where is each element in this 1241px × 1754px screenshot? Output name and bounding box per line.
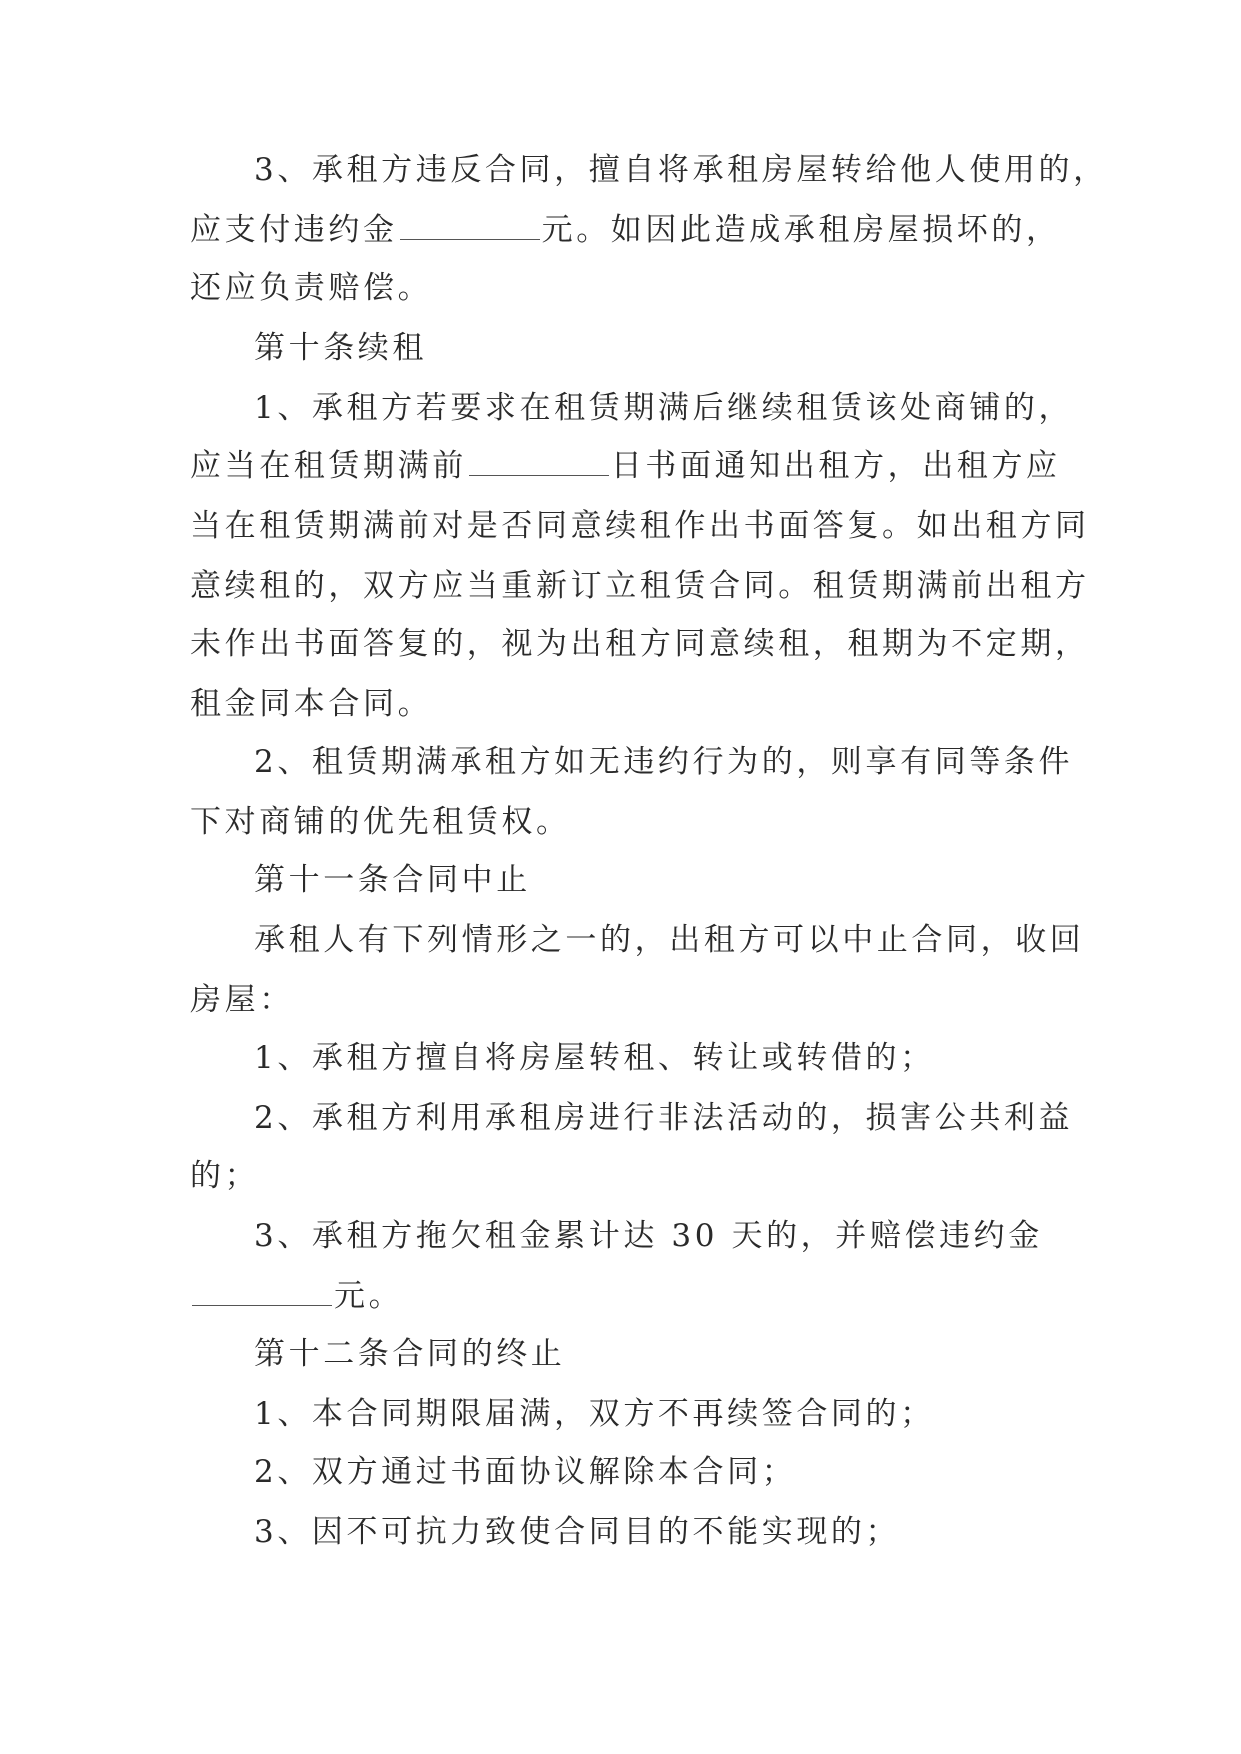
paragraph-line: 租金同本合同。 (190, 686, 433, 722)
section-heading: 第十条续租 (254, 330, 427, 366)
paragraph-line: 当在租赁期满前对是否同意续租作出书面答复。如出租方同 (190, 508, 1090, 544)
paragraph-line: 1、承租方若要求在租赁期满后继续租赁该处商铺的， (254, 390, 1074, 426)
paragraph-line: 1、承租方擅自将房屋转租、转让或转借的； (254, 1040, 935, 1076)
paragraph-line: 意续租的，双方应当重新订立租赁合同。租赁期满前出租方 (190, 568, 1090, 604)
line-text: 日书面通知出租方，出租方应 (610, 448, 1061, 484)
section-heading: 第十一条合同中止 (254, 862, 531, 898)
paragraph-line: 承租人有下列情形之一的，出租方可以中止合同，收回 (254, 922, 1085, 958)
section-heading: 第十二条合同的终止 (254, 1336, 566, 1372)
line-text: 应当在租赁期满前 (190, 448, 467, 484)
paragraph-line: 未作出书面答复的，视为出租方同意续租，租期为不定期， (190, 626, 1090, 662)
paragraph-line: 3、承租方违反合同，擅自将承租房屋转给他人使用的， (254, 152, 1108, 188)
paragraph-line (190, 446, 1090, 486)
line-text: 元。如因此造成承租房屋损坏的， (541, 212, 1061, 248)
paragraph-line: 3、因不可抗力致使合同目的不能实现的； (254, 1514, 901, 1550)
line-text: 元。 (334, 1278, 404, 1314)
line-text: 应支付违约金 (190, 212, 398, 248)
paragraph-line: 下对商铺的优先租赁权。 (190, 804, 571, 840)
paragraph-line: 还应负责赔偿。 (190, 270, 433, 306)
paragraph-line: 2、双方通过书面协议解除本合同； (254, 1454, 797, 1490)
paragraph-line: 3、承租方拖欠租金累计达 30 天的，并赔偿违约金 (254, 1218, 1043, 1254)
paragraph-line: 的； (190, 1158, 260, 1194)
paragraph-line: 房屋： (190, 982, 294, 1018)
fill-in-blank (400, 213, 540, 240)
paragraph-line: 2、租赁期满承租方如无违约行为的，则享有同等条件 (254, 744, 1074, 780)
fill-in-blank (192, 1279, 332, 1306)
paragraph-line (190, 1276, 1090, 1316)
paragraph-line: 1、本合同期限届满，双方不再续签合同的； (254, 1396, 935, 1432)
paragraph-line: 2、承租方利用承租房进行非法活动的，损害公共利益 (254, 1100, 1074, 1136)
paragraph-line (190, 210, 1090, 250)
fill-in-blank (469, 449, 609, 476)
